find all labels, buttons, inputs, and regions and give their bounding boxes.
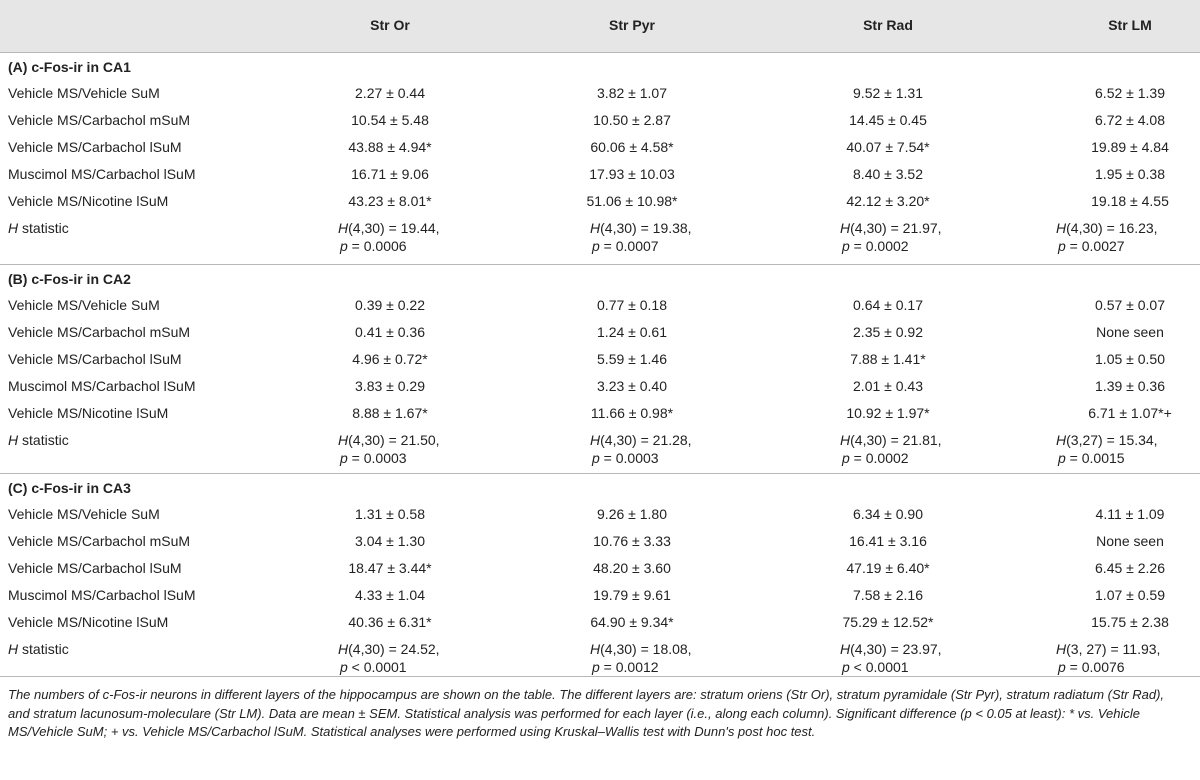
- table-cell: 1.05 ± 0.50: [1095, 351, 1165, 367]
- p-symbol: p: [842, 659, 850, 675]
- table-cell: 2.01 ± 0.43: [853, 378, 923, 394]
- row-label: Vehicle MS/Carbachol mSuM: [8, 112, 191, 128]
- table-cell: 64.90 ± 9.34*: [590, 614, 674, 630]
- p-symbol: p: [842, 450, 850, 466]
- table-row: [0, 134, 1200, 161]
- table-cell: 7.58 ± 2.16: [853, 587, 923, 603]
- row-label: Vehicle MS/Nicotine lSuM: [8, 614, 169, 630]
- p-value: = 0.0012: [599, 659, 659, 675]
- table-cell: 2.35 ± 0.92: [853, 324, 923, 340]
- h-statistic-cell: [840, 432, 942, 468]
- table-cell: 51.06 ± 10.98*: [586, 193, 678, 209]
- table-cell: 60.06 ± 4.58*: [590, 139, 674, 155]
- table-cell: 2.27 ± 0.44: [355, 85, 425, 101]
- table-cell: 6.34 ± 0.90: [853, 506, 923, 522]
- p-symbol: p: [340, 450, 348, 466]
- p-symbol: p: [592, 450, 600, 466]
- table-cell: 4.11 ± 1.09: [1095, 506, 1165, 522]
- h-statistic-cell: [338, 220, 440, 256]
- h-value: (4,30) = 18.08,: [600, 641, 692, 657]
- row-label: Vehicle MS/Carbachol lSuM: [8, 139, 182, 155]
- h-symbol: H: [8, 432, 19, 448]
- h-value: (4,30) = 16.23,: [1066, 220, 1158, 236]
- table-cell: 3.04 ± 1.30: [355, 533, 425, 549]
- h-symbol: H: [8, 220, 19, 236]
- table-cell: 3.83 ± 0.29: [355, 378, 425, 394]
- table-cell: 4.96 ± 0.72*: [352, 351, 428, 367]
- header-str-lm: Str LM: [1108, 17, 1152, 33]
- p-value: < 0.0001: [347, 659, 407, 675]
- p-value: = 0.0006: [347, 238, 407, 254]
- h-statistic-cell: [338, 641, 440, 677]
- p-symbol: p: [1058, 238, 1066, 254]
- header-str-or: Str Or: [370, 17, 410, 33]
- table-cell: 1.31 ± 0.58: [355, 506, 425, 522]
- h-symbol: H: [338, 641, 349, 657]
- row-label: Vehicle MS/Carbachol lSuM: [8, 351, 182, 367]
- table-row: [0, 373, 1200, 400]
- p-value: < 0.0001: [849, 659, 909, 675]
- h-statistic-cell: [1056, 220, 1158, 256]
- h-symbol: H: [590, 220, 601, 236]
- table-cell: 40.36 ± 6.31*: [348, 614, 432, 630]
- p-value: = 0.0027: [1065, 238, 1125, 254]
- table-cell: 18.47 ± 3.44*: [348, 560, 432, 576]
- h-value: (4,30) = 21.50,: [348, 432, 440, 448]
- table-cell: 9.26 ± 1.80: [597, 506, 667, 522]
- p-value: = 0.0003: [347, 450, 407, 466]
- h-symbol: H: [338, 432, 349, 448]
- table-cell: 11.66 ± 0.98*: [590, 405, 674, 421]
- table-cell: 6.71 ± 1.07*+: [1088, 405, 1172, 421]
- section-title-row: [0, 264, 1200, 291]
- table-cell: 8.88 ± 1.67*: [352, 405, 428, 421]
- header-str-rad: Str Rad: [863, 17, 913, 33]
- row-label: Vehicle MS/Carbachol mSuM: [8, 533, 191, 549]
- table-cell: 16.71 ± 9.06: [351, 166, 429, 182]
- row-label: Muscimol MS/Carbachol lSuM: [8, 587, 196, 603]
- h-statistic-row: [0, 215, 1200, 261]
- section-title-row: [0, 473, 1200, 500]
- table-header: [0, 0, 1200, 53]
- table-footnote: The numbers of c-Fos-ir neurons in different layers of the hippocampus are shown on the table. The different layers are: stratum oriens (Str Or), stratum pyramidale (Str Pyr), stratum radiatum (Str Rad), and stratum lacunosum-moleculare (Str LM). Data are mean ± SEM. Statistical analysis was performed for each layer (i.e., along each column). Significant difference (p < 0.05 at least): * vs. Vehicle MS/Vehicle SuM; + vs. Vehicle MS/Carbachol lSuM. Statistical analyses were performed using Kruskal–Wallis test with Dunn's post hoc test.: [8, 687, 1165, 739]
- table-cell: 0.57 ± 0.07: [1095, 297, 1165, 313]
- h-symbol: H: [590, 432, 601, 448]
- table-row: [0, 346, 1200, 373]
- h-value: (4,30) = 21.28,: [600, 432, 692, 448]
- table-cell: 6.72 ± 4.08: [1095, 112, 1165, 128]
- header-str-pyr: Str Pyr: [609, 17, 655, 33]
- table-cell: 10.76 ± 3.33: [593, 533, 671, 549]
- table-cell: 48.20 ± 3.60: [593, 560, 671, 576]
- h-statistic-cell: [840, 641, 942, 677]
- table-cell: 1.39 ± 0.36: [1095, 378, 1165, 394]
- p-symbol: p: [340, 659, 348, 675]
- table-row: [0, 188, 1200, 215]
- row-label: Vehicle MS/Vehicle SuM: [8, 506, 160, 522]
- table-row: [0, 80, 1200, 107]
- table-cell: 4.33 ± 1.04: [355, 587, 425, 603]
- h-symbol: H: [1056, 641, 1067, 657]
- h-statistic-cell: [338, 432, 440, 468]
- table-row: [0, 161, 1200, 188]
- table-cell: 3.82 ± 1.07: [597, 85, 667, 101]
- table-cell: 1.95 ± 0.38: [1095, 166, 1165, 182]
- table-row: [0, 582, 1200, 609]
- p-value: = 0.0002: [849, 238, 909, 254]
- h-value: (4,30) = 19.44,: [348, 220, 440, 236]
- h-statistic-cell: [590, 220, 692, 256]
- h-statistic-label: [8, 641, 69, 657]
- section-title-row: [0, 52, 1200, 79]
- table-cell: 40.07 ± 7.54*: [846, 139, 930, 155]
- h-statistic-label: [8, 432, 69, 448]
- table-row: [0, 292, 1200, 319]
- h-statistic-row: [0, 427, 1200, 473]
- table-cell: 19.18 ± 4.55: [1091, 193, 1169, 209]
- h-statistic-cell: [1056, 432, 1158, 468]
- h-label-text: statistic: [18, 220, 69, 236]
- h-symbol: H: [1056, 220, 1067, 236]
- table-cell: 0.39 ± 0.22: [355, 297, 425, 313]
- table-cell: 0.77 ± 0.18: [597, 297, 667, 313]
- h-symbol: H: [840, 432, 851, 448]
- h-value: (4,30) = 19.38,: [600, 220, 692, 236]
- table-cell: 10.54 ± 5.48: [351, 112, 429, 128]
- table-cell: 47.19 ± 6.40*: [846, 560, 930, 576]
- p-symbol: p: [592, 659, 600, 675]
- table-cell: 3.23 ± 0.40: [597, 378, 667, 394]
- h-value: (4,30) = 21.81,: [850, 432, 942, 448]
- p-symbol: p: [340, 238, 348, 254]
- table-row: [0, 528, 1200, 555]
- table-row: [0, 609, 1200, 636]
- table-cell: 19.89 ± 4.84: [1091, 139, 1169, 155]
- h-statistic-cell: [590, 641, 692, 677]
- h-symbol: H: [840, 220, 851, 236]
- row-label: Muscimol MS/Carbachol lSuM: [8, 166, 196, 182]
- row-label: Vehicle MS/Vehicle SuM: [8, 85, 160, 101]
- h-label-text: statistic: [18, 432, 69, 448]
- table-cell: 0.64 ± 0.17: [853, 297, 923, 313]
- table-cell: 14.45 ± 0.45: [849, 112, 927, 128]
- table-cell: 43.88 ± 4.94*: [348, 139, 432, 155]
- h-symbol: H: [338, 220, 349, 236]
- h-symbol: H: [590, 641, 601, 657]
- h-statistic-cell: [840, 220, 942, 256]
- h-value: (3,27) = 15.34,: [1066, 432, 1158, 448]
- p-value: = 0.0015: [1065, 450, 1125, 466]
- h-statistic-label: [8, 220, 69, 236]
- row-label: Vehicle MS/Carbachol lSuM: [8, 560, 182, 576]
- section-title: (B) c-Fos-ir in CA2: [8, 271, 131, 287]
- table-cell: 6.45 ± 2.26: [1095, 560, 1165, 576]
- table-cell: 75.29 ± 12.52*: [842, 614, 934, 630]
- table-cell: 6.52 ± 1.39: [1095, 85, 1165, 101]
- table-cell: 10.92 ± 1.97*: [846, 405, 930, 421]
- table-row: [0, 107, 1200, 134]
- p-symbol: p: [1058, 659, 1066, 675]
- section-title: (C) c-Fos-ir in CA3: [8, 480, 131, 496]
- section-title: (A) c-Fos-ir in CA1: [8, 59, 131, 75]
- table-cell: 15.75 ± 2.38: [1091, 614, 1169, 630]
- table-cell: 9.52 ± 1.31: [853, 85, 923, 101]
- table-bottom-rule: [0, 676, 1200, 677]
- p-symbol: p: [1058, 450, 1066, 466]
- table-row: [0, 400, 1200, 427]
- table-cell: 42.12 ± 3.20*: [846, 193, 930, 209]
- h-label-text: statistic: [18, 641, 69, 657]
- table-cell: 5.59 ± 1.46: [597, 351, 667, 367]
- table-row: [0, 501, 1200, 528]
- table-row: [0, 319, 1200, 346]
- table-cell: 8.40 ± 3.52: [853, 166, 923, 182]
- h-symbol: H: [840, 641, 851, 657]
- table-cell: None seen: [1096, 324, 1164, 340]
- p-value: = 0.0002: [849, 450, 909, 466]
- h-symbol: H: [8, 641, 19, 657]
- table-cell: 7.88 ± 1.41*: [850, 351, 926, 367]
- row-label: Vehicle MS/Carbachol mSuM: [8, 324, 191, 340]
- p-value: = 0.0007: [599, 238, 659, 254]
- p-symbol: p: [592, 238, 600, 254]
- table-cell: 0.41 ± 0.36: [355, 324, 425, 340]
- row-label: Muscimol MS/Carbachol lSuM: [8, 378, 196, 394]
- table-cell: 19.79 ± 9.61: [593, 587, 671, 603]
- table-cell: 16.41 ± 3.16: [849, 533, 927, 549]
- table-cell: 1.07 ± 0.59: [1095, 587, 1165, 603]
- h-value: (3, 27) = 11.93,: [1066, 641, 1161, 657]
- table-cell: 43.23 ± 8.01*: [348, 193, 432, 209]
- row-label: Vehicle MS/Nicotine lSuM: [8, 405, 169, 421]
- table-cell: 1.24 ± 0.61: [597, 324, 667, 340]
- table-cell: 10.50 ± 2.87: [593, 112, 671, 128]
- h-statistic-cell: [590, 432, 692, 468]
- row-label: Vehicle MS/Nicotine lSuM: [8, 193, 169, 209]
- p-symbol: p: [842, 238, 850, 254]
- h-value: (4,30) = 21.97,: [850, 220, 942, 236]
- h-symbol: H: [1056, 432, 1067, 448]
- table-cell: None seen: [1096, 533, 1164, 549]
- p-value: = 0.0003: [599, 450, 659, 466]
- h-value: (4,30) = 24.52,: [348, 641, 440, 657]
- h-statistic-cell: [1056, 641, 1160, 677]
- table-cell: 17.93 ± 10.03: [589, 166, 675, 182]
- p-value: = 0.0076: [1065, 659, 1125, 675]
- row-label: Vehicle MS/Vehicle SuM: [8, 297, 160, 313]
- table-row: [0, 555, 1200, 582]
- h-value: (4,30) = 23.97,: [850, 641, 942, 657]
